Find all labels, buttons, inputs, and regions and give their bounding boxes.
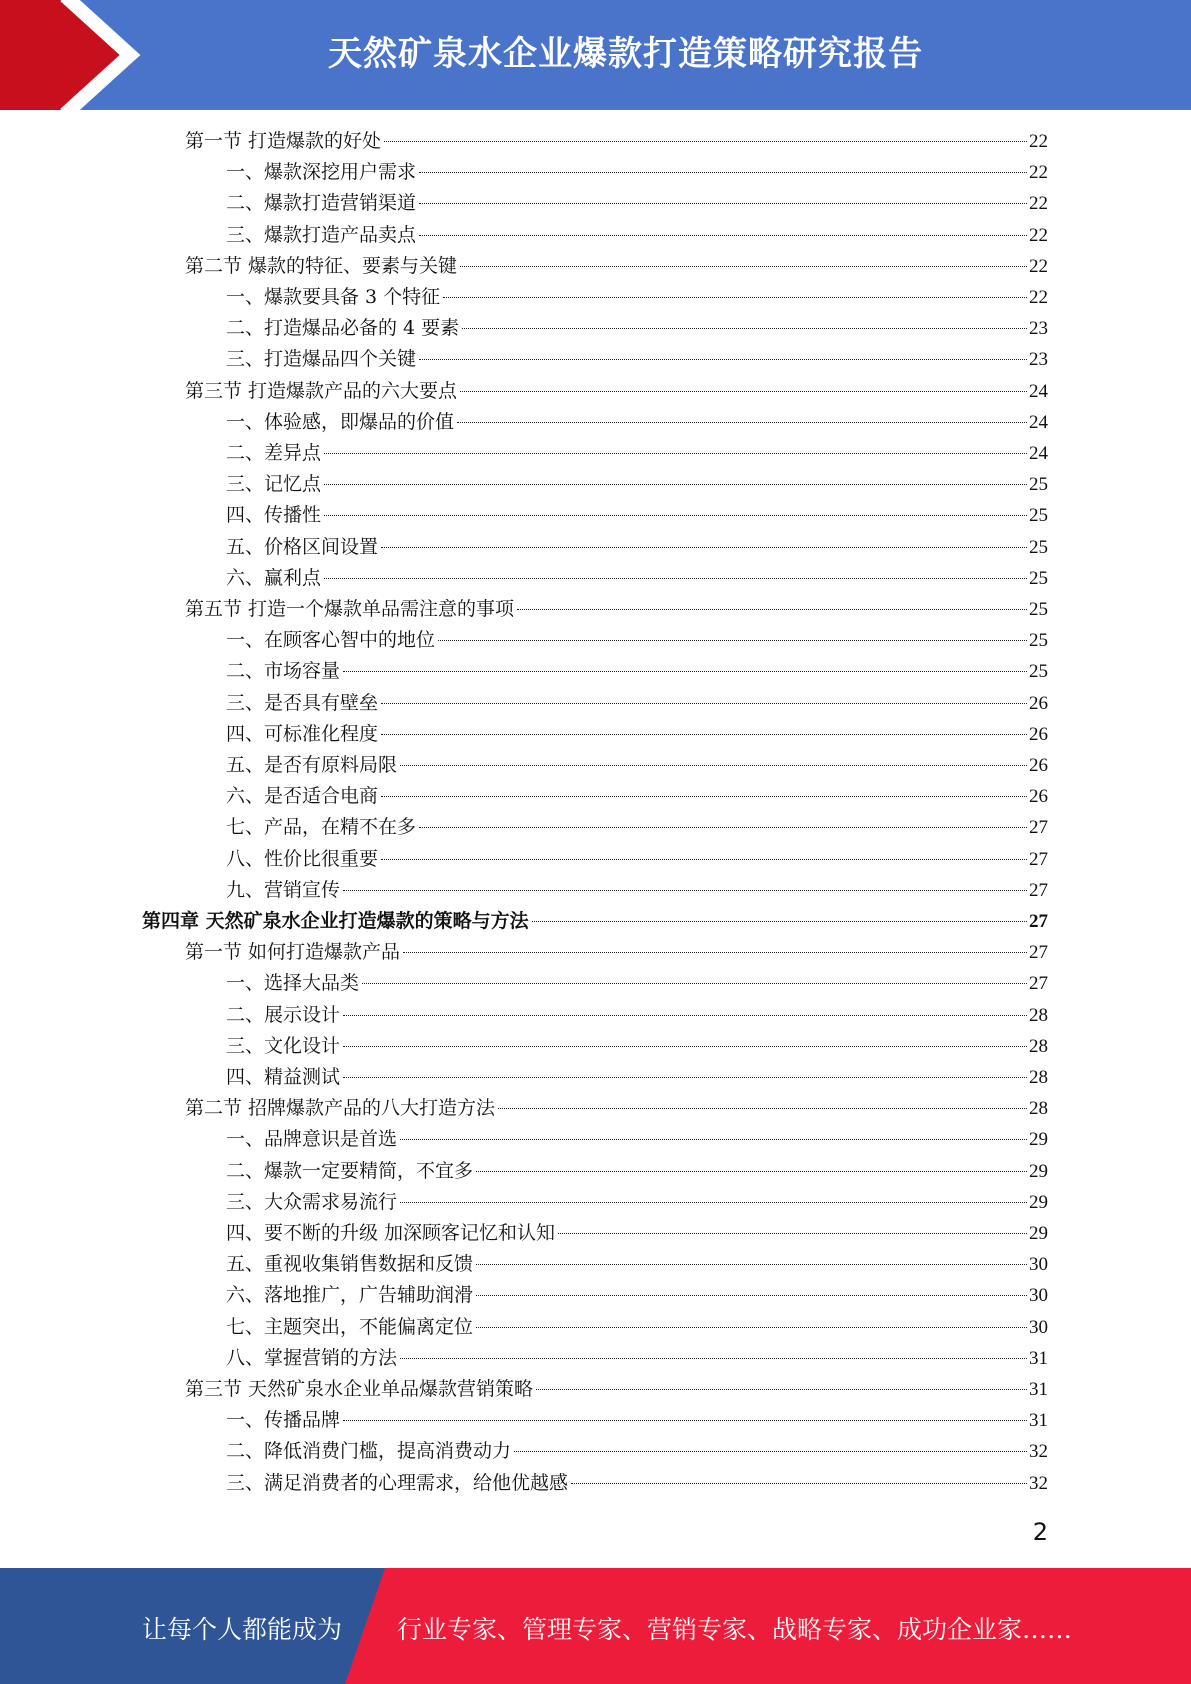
toc-leader-dots <box>476 1327 1027 1328</box>
toc-leader-dots <box>384 141 1027 142</box>
toc-entry-title: 二、展示设计 <box>226 1003 341 1026</box>
toc-entry[interactable] <box>226 1249 1048 1280</box>
toc-entry-title: 一、传播品牌 <box>226 1409 341 1432</box>
toc-entry-page: 22 <box>1029 162 1048 184</box>
toc-entry-title: 三、大众需求易流行 <box>226 1190 398 1213</box>
toc-entry-page: 31 <box>1029 1379 1048 1400</box>
toc-entry[interactable] <box>226 844 1048 875</box>
toc-entry[interactable] <box>226 282 1048 313</box>
toc-entry-title: 一、品牌意识是首选 <box>226 1128 398 1151</box>
report-title: 天然矿泉水企业爆款打造策略研究报告 <box>328 34 923 74</box>
toc-leader-dots <box>536 1389 1027 1390</box>
toc-leader-dots <box>381 734 1027 735</box>
toc-entry-title: 二、市场容量 <box>226 660 341 683</box>
toc-entry[interactable] <box>185 594 1048 625</box>
toc-leader-dots <box>532 921 1027 922</box>
toc-leader-dots <box>381 703 1027 704</box>
toc-entry-page: 28 <box>1029 1098 1048 1120</box>
toc-entry-page: 27 <box>1029 817 1048 839</box>
toc-entry-page: 26 <box>1029 723 1048 745</box>
page-number: 2 <box>1032 1518 1048 1546</box>
toc-entry-page: 29 <box>1029 1129 1048 1151</box>
toc-leader-dots <box>362 983 1027 984</box>
toc-leader-dots <box>343 1015 1027 1016</box>
toc-entry-title: 二、打造爆品必备的 4 要素 <box>226 317 460 340</box>
toc-entry[interactable] <box>226 1436 1048 1467</box>
toc-entry-page: 23 <box>1029 318 1048 340</box>
toc-leader-dots <box>343 671 1027 672</box>
toc-entry-page: 28 <box>1029 1067 1048 1088</box>
toc-entry-title: 六、落地推广，广告辅助润滑 <box>226 1284 474 1307</box>
toc-entry[interactable] <box>185 251 1048 282</box>
toc-entry[interactable] <box>185 1093 1048 1124</box>
toc-entry[interactable] <box>226 656 1048 687</box>
toc-entry-page: 22 <box>1029 255 1048 277</box>
footer-slogan-left: 让每个人都能成为 <box>142 1615 343 1644</box>
toc-entry-title: 一、爆款要具备 3 个特征 <box>226 286 441 308</box>
toc-entry-page: 25 <box>1029 599 1048 620</box>
toc-entry[interactable] <box>226 1405 1048 1436</box>
toc-leader-dots <box>476 1295 1027 1296</box>
toc-entry-title: 五、是否有原料局限 <box>226 754 398 776</box>
toc-entry-page: 28 <box>1029 1035 1048 1057</box>
toc-entry-page: 30 <box>1029 1254 1048 1276</box>
toc-entry-page: 22 <box>1029 193 1048 215</box>
toc-entry[interactable] <box>226 469 1048 500</box>
toc-entry-title: 七、产品，在精不在多 <box>226 816 417 839</box>
toc-entry-title: 六、是否适合电商 <box>226 785 379 808</box>
toc-entry-title: 二、降低消费门槛，提高消费动力 <box>226 1440 512 1463</box>
toc-entry-page: 23 <box>1029 349 1048 371</box>
toc-entry[interactable] <box>226 500 1048 531</box>
toc-entry[interactable] <box>226 688 1048 719</box>
toc-entry[interactable] <box>226 157 1048 188</box>
toc-entry[interactable] <box>226 220 1048 251</box>
toc-entry-title: 第五节 打造一个爆款单品需注意的事项 <box>185 598 515 620</box>
toc-leader-dots <box>457 422 1027 423</box>
toc-entry[interactable] <box>226 1343 1048 1374</box>
toc-entry[interactable] <box>226 532 1048 563</box>
toc-entry[interactable] <box>185 1374 1048 1405</box>
toc-entry[interactable] <box>226 344 1048 375</box>
toc-leader-dots <box>460 266 1027 267</box>
toc-entry[interactable] <box>226 407 1048 438</box>
footer-slogan-right: 行业专家、管理专家、营销专家、战略专家、成功企业家…… <box>397 1615 1073 1644</box>
toc-entry-title: 二、爆款一定要精简，不宜多 <box>226 1159 474 1182</box>
toc-leader-dots <box>419 235 1027 236</box>
toc-entry[interactable] <box>226 625 1048 656</box>
toc-leader-dots <box>462 328 1027 329</box>
toc-entry[interactable] <box>185 376 1048 407</box>
toc-leader-dots <box>324 453 1027 454</box>
toc-entry[interactable] <box>226 1062 1048 1093</box>
toc-entry-title: 五、价格区间设置 <box>226 535 379 558</box>
toc-entry-title: 七、主题突出，不能偏离定位 <box>226 1315 474 1338</box>
toc-entry-page: 25 <box>1029 474 1048 496</box>
toc-entry-page: 24 <box>1029 443 1048 464</box>
toc-entry-page: 26 <box>1029 786 1048 808</box>
toc-entry-title: 第二节 爆款的特征、要素与关键 <box>185 254 458 277</box>
toc-entry[interactable] <box>226 750 1048 781</box>
toc-entry-page: 25 <box>1029 630 1048 652</box>
toc-entry-page: 27 <box>1029 973 1048 995</box>
toc-leader-dots <box>476 1171 1027 1172</box>
toc-entry-page: 24 <box>1029 411 1048 433</box>
toc-entry-page: 25 <box>1029 536 1048 558</box>
toc-entry[interactable] <box>226 968 1048 999</box>
toc-entry-title: 一、爆款深挖用户需求 <box>226 161 417 184</box>
toc-leader-dots <box>514 1451 1027 1452</box>
toc-entry-page: 29 <box>1029 1191 1048 1213</box>
toc-leader-dots <box>400 765 1027 766</box>
toc-entry-title: 一、体验感，即爆品的价值 <box>226 410 455 433</box>
toc-entry[interactable] <box>226 1468 1048 1499</box>
toc-entry[interactable] <box>142 906 1048 937</box>
toc-leader-dots <box>438 640 1027 641</box>
toc-entry-page: 25 <box>1029 505 1048 527</box>
toc-entry-title: 一、在顾客心智中的地位 <box>226 629 436 652</box>
toc-entry-page: 26 <box>1029 692 1048 714</box>
toc-entry-page: 24 <box>1029 380 1048 402</box>
page-header <box>0 0 1191 110</box>
toc-entry[interactable] <box>226 1124 1048 1155</box>
toc-entry-title: 四、可标准化程度 <box>226 722 379 745</box>
toc-leader-dots <box>517 609 1027 610</box>
toc-entry-page: 25 <box>1029 567 1048 589</box>
toc-entry[interactable] <box>226 1218 1048 1249</box>
toc-entry-title: 第一节 打造爆款的好处 <box>185 130 382 152</box>
toc-entry-title: 第三节 打造爆款产品的六大要点 <box>185 379 458 402</box>
toc-entry-title: 三、爆款打造产品卖点 <box>226 223 417 246</box>
toc-leader-dots <box>381 547 1027 548</box>
page-footer <box>0 1568 1191 1684</box>
toc-entry-title: 三、是否具有壁垒 <box>226 691 379 714</box>
toc-entry[interactable] <box>226 1280 1048 1311</box>
toc-entry-page: 22 <box>1029 287 1048 308</box>
toc-entry-title: 八、掌握营销的方法 <box>226 1346 398 1369</box>
toc-entry-page: 30 <box>1029 1285 1048 1307</box>
toc-entry[interactable] <box>226 812 1048 843</box>
toc-entry-page: 27 <box>1029 911 1048 932</box>
toc-leader-dots <box>571 1483 1027 1484</box>
toc-entry-page: 25 <box>1029 661 1048 683</box>
toc-entry-page: 28 <box>1029 1004 1048 1026</box>
toc-entry-title: 第四章 天然矿泉水企业打造爆款的策略与方法 <box>142 910 529 932</box>
toc-leader-dots <box>324 515 1027 516</box>
toc-entry-page: 30 <box>1029 1316 1048 1338</box>
toc-leader-dots <box>343 890 1027 891</box>
toc-entry-title: 第二节 招牌爆款产品的八大打造方法 <box>185 1097 496 1120</box>
toc-leader-dots <box>343 1420 1027 1421</box>
toc-leader-dots <box>558 1233 1027 1234</box>
toc-leader-dots <box>419 827 1027 828</box>
toc-entry[interactable] <box>226 1187 1048 1218</box>
toc-leader-dots <box>419 203 1027 204</box>
toc-entry-title: 四、传播性 <box>226 504 322 527</box>
toc-entry-page: 26 <box>1029 755 1048 776</box>
toc-entry[interactable] <box>226 1156 1048 1187</box>
toc-entry-page: 27 <box>1029 879 1048 901</box>
toc-entry-page: 27 <box>1029 942 1048 964</box>
toc-leader-dots <box>381 796 1027 797</box>
toc-entry-page: 22 <box>1029 131 1048 152</box>
toc-leader-dots <box>400 1202 1027 1203</box>
toc-entry-title: 二、差异点 <box>226 442 322 464</box>
toc-leader-dots <box>443 297 1027 298</box>
toc-entry-title: 二、爆款打造营销渠道 <box>226 192 417 215</box>
toc-leader-dots <box>324 578 1027 579</box>
toc-entry-page: 32 <box>1029 1472 1048 1494</box>
toc-entry[interactable] <box>226 438 1048 469</box>
toc-entry[interactable] <box>226 781 1048 812</box>
toc-entry[interactable] <box>226 1031 1048 1062</box>
toc-leader-dots <box>476 1264 1027 1265</box>
toc-entry[interactable] <box>226 188 1048 219</box>
toc-entry-title: 六、赢利点 <box>226 566 322 589</box>
toc-leader-dots <box>460 391 1027 392</box>
toc-entry-page: 29 <box>1029 1160 1048 1182</box>
toc-entry-page: 22 <box>1029 224 1048 246</box>
toc-entry[interactable] <box>226 1000 1048 1031</box>
toc-entry-title: 四、要不断的升级 加深顾客记忆和认知 <box>226 1222 556 1244</box>
toc-entry-title: 一、选择大品类 <box>226 972 360 995</box>
toc-entry-title: 四、精益测试 <box>226 1066 341 1088</box>
toc-entry-page: 32 <box>1029 1441 1048 1463</box>
toc-leader-dots <box>343 1046 1027 1047</box>
toc-leader-dots <box>419 172 1027 173</box>
toc-entry[interactable] <box>226 719 1048 750</box>
toc-entry-title: 三、记忆点 <box>226 473 322 496</box>
toc-entry-page: 31 <box>1029 1410 1048 1432</box>
toc-entry[interactable] <box>226 313 1048 344</box>
toc-entry[interactable] <box>185 126 1048 157</box>
toc-entry-title: 八、性价比很重要 <box>226 847 379 870</box>
toc-leader-dots <box>498 1108 1027 1109</box>
toc-entry-title: 第一节 如何打造爆款产品 <box>185 941 401 964</box>
toc-entry[interactable] <box>226 1312 1048 1343</box>
toc-entry-page: 31 <box>1029 1347 1048 1369</box>
toc-entry-title: 五、重视收集销售数据和反馈 <box>226 1253 474 1276</box>
toc-leader-dots <box>400 1358 1027 1359</box>
toc-leader-dots <box>343 1077 1027 1078</box>
toc-leader-dots <box>419 359 1027 360</box>
toc-leader-dots <box>400 1139 1027 1140</box>
toc-entry-title: 三、打造爆品四个关键 <box>226 348 417 371</box>
toc-entry[interactable] <box>226 563 1048 594</box>
toc-entry[interactable] <box>185 937 1048 968</box>
toc-leader-dots <box>381 859 1027 860</box>
toc-entry-title: 九、营销宣传 <box>226 878 341 901</box>
toc-entry[interactable] <box>226 875 1048 906</box>
toc-entry-title: 第三节 天然矿泉水企业单品爆款营销策略 <box>185 1378 534 1400</box>
toc-entry-title: 三、文化设计 <box>226 1034 341 1057</box>
toc-leader-dots <box>324 484 1027 485</box>
toc-entry-page: 27 <box>1029 848 1048 870</box>
toc-entry-page: 29 <box>1029 1223 1048 1244</box>
toc-entry-title: 三、满足消费者的心理需求，给他优越感 <box>226 1471 569 1494</box>
toc-leader-dots <box>403 952 1027 953</box>
